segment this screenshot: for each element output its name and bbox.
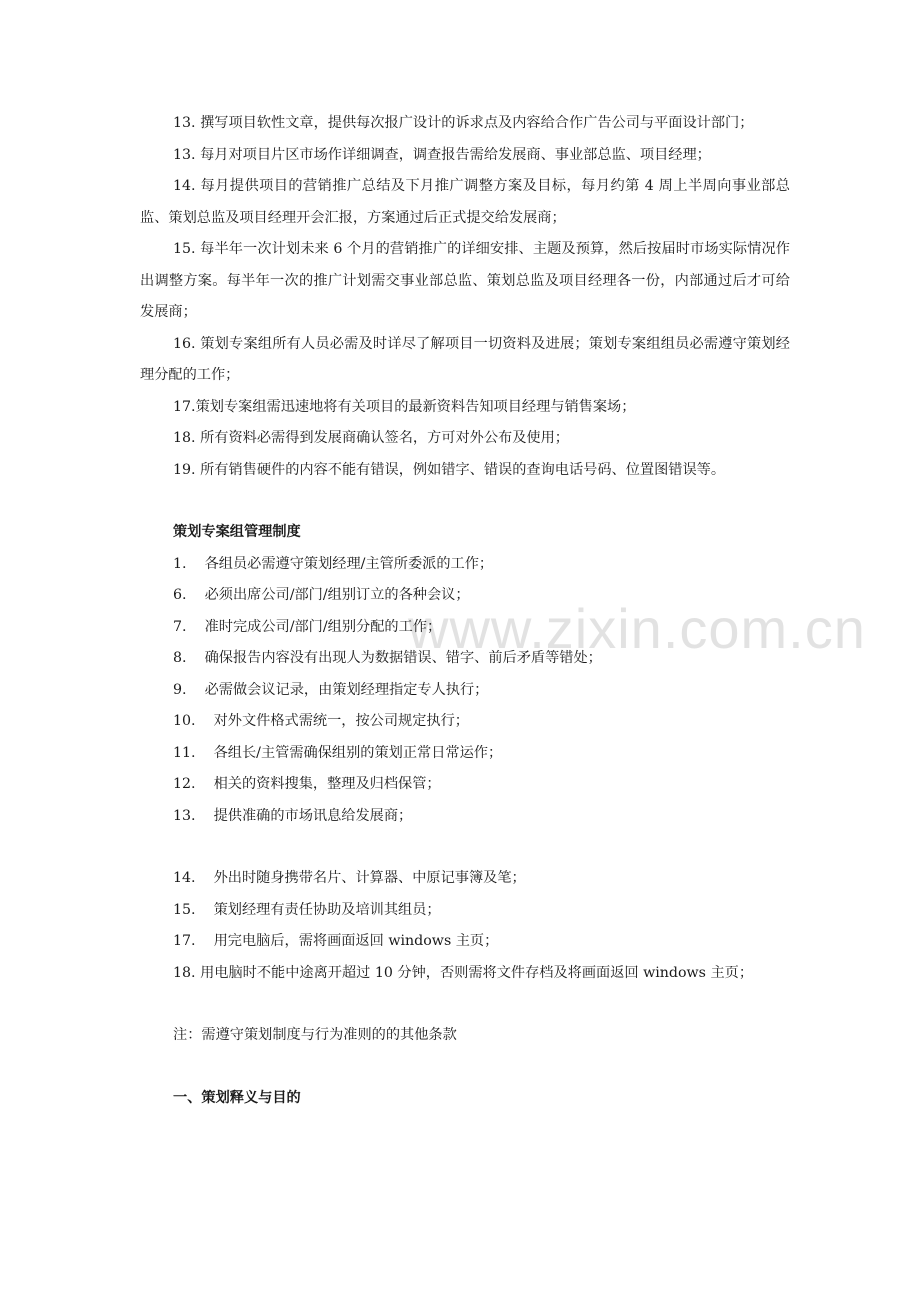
rule-paragraph: 15. 每半年一次计划未来 6 个月的营销推广的详细安排、主题及预算，然后按届时市场实际情况作出调整方案。每半年一次的推广计划需交事业部总监、策划总监及项目经理各一份，内部通过后才可给发展商； bbox=[140, 241, 790, 320]
spacer bbox=[140, 486, 790, 517]
section-title: 策划专案组管理制度 bbox=[173, 524, 301, 540]
list-item: 17. 用完电脑后，需将画面返回 windows 主页； bbox=[173, 933, 499, 949]
list-item: 1. 各组员必需遵守策划经理/主管所委派的工作； bbox=[173, 555, 494, 572]
rule-paragraph: 13. 每月对项目片区市场作详细调查，调查报告需给发展商、事业部总监、项目经理； bbox=[173, 146, 711, 163]
list-item: 8. 确保报告内容没有出现人为数据错误、错字、前后矛盾等错处； bbox=[173, 650, 602, 666]
next-section-heading: 一、策划释义与目的 bbox=[173, 1089, 301, 1106]
rule-paragraph: 18. 所有资料必需得到发展商确认签名，方可对外公布及使用； bbox=[173, 430, 569, 446]
list-item: 10. 对外文件格式需统一，按公司规定执行； bbox=[173, 713, 469, 729]
list-item: 7. 准时完成公司/部门/组别分配的工作； bbox=[173, 618, 442, 635]
management-list bbox=[140, 549, 790, 833]
spacer bbox=[140, 989, 790, 1020]
rule-paragraph: 13. 撰写项目软性文章，提供每次报广设计的诉求点及内容给合作广告公司与平面设计部门； bbox=[173, 115, 754, 131]
rule-paragraph: 17.策划专案组需迅速地将有关项目的最新资料告知项目经理与销售案场； bbox=[173, 398, 636, 415]
list-item: 11. 各组长/主管需确保组别的策划正常日常运作； bbox=[173, 744, 503, 761]
rule-paragraph: 14. 每月提供项目的营销推广总结及下月推广调整方案及目标，每月约第 4 周上半周向事业部总监、策划总监及项目经理开会汇报，方案通过后正式提交给发展商； bbox=[140, 178, 790, 226]
list-item: 18. 用电脑时不能中途离开超过 10 分钟，否则需将文件存档及将画面返回 windows 主页； bbox=[173, 964, 754, 981]
list-item: 6. 必须出席公司/部门/组别订立的各种会议； bbox=[173, 587, 470, 603]
spacer bbox=[140, 1052, 790, 1083]
list-item: 12. 相关的资料搜集，整理及归档保管； bbox=[173, 776, 441, 792]
rules-list bbox=[140, 108, 790, 486]
list-item: 9. 必需做会议记录，由策划经理指定专人执行； bbox=[173, 681, 489, 698]
rule-paragraph: 16. 策划专案组所有人员必需及时详尽了解项目一切资料及进展；策划专案组组员必需遵守策划经理分配的工作； bbox=[140, 335, 790, 383]
list-item: 14. 外出时随身携带名片、计算器、中原记事簿及笔； bbox=[173, 870, 526, 886]
rule-paragraph: 19. 所有销售硬件的内容不能有错误，例如错字、错误的查询电话号码、位置图错误等。 bbox=[173, 461, 726, 478]
note-text: 注：需遵守策划制度与行为准则的的其他条款 bbox=[173, 1027, 457, 1043]
list-item: 15. 策划经理有责任协助及培训其组员； bbox=[173, 901, 441, 918]
watermark: www.zixin.com.cn bbox=[408, 597, 866, 660]
list-item: 13. 提供准确的市场讯息给发展商； bbox=[173, 807, 413, 824]
spacer bbox=[140, 832, 790, 863]
management-list-continued bbox=[140, 863, 790, 989]
document-body bbox=[140, 108, 790, 1114]
